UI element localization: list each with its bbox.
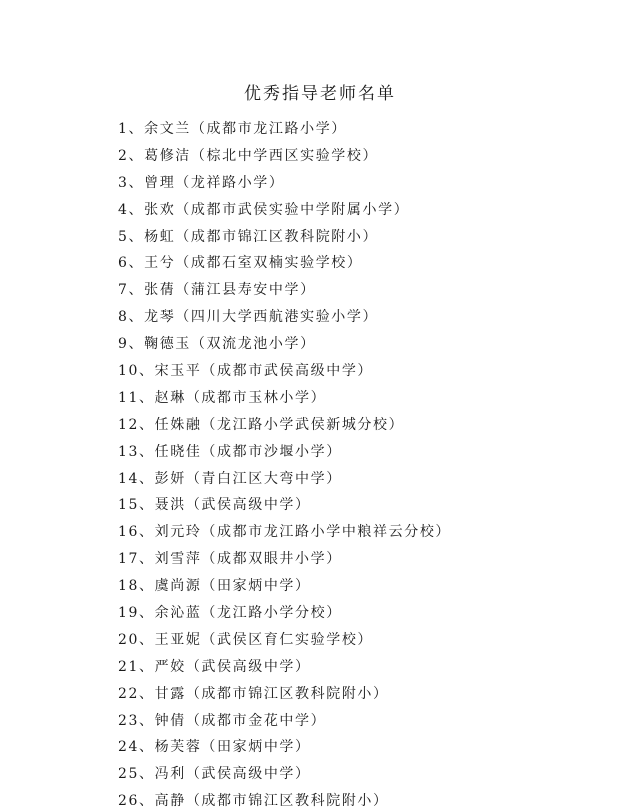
list-item: 17、刘雪萍（成都双眼井小学） <box>118 551 342 568</box>
list-item: 8、龙琴（四川大学西航港实验小学） <box>118 309 379 326</box>
teacher-list <box>118 116 451 809</box>
list-item: 5、杨虹（成都市锦江区教科院附小） <box>118 228 379 245</box>
page-title: 优秀指导老师名单 <box>244 84 396 104</box>
list-item: 2、葛修洁（棕北中学西区实验学校） <box>118 147 379 164</box>
list-item: 10、宋玉平（成都市武侯高级中学） <box>118 363 374 380</box>
list-item: 25、冯利（武侯高级中学） <box>118 766 311 783</box>
list-item: 12、任姝融（龙江路小学武侯新城分校） <box>118 416 405 433</box>
list-item: 4、张欢（成都市武侯实验中学附属小学） <box>118 201 410 218</box>
list-item: 13、任晓佳（成都市沙堰小学） <box>118 443 342 460</box>
list-item: 19、余沁蓝（龙江路小学分校） <box>118 605 342 622</box>
list-item: 9、鞠德玉（双流龙池小学） <box>118 336 316 353</box>
list-item: 26、高静（成都市锦江区教科院附小） <box>118 793 389 809</box>
list-item: 23、钟倩（成都市金花中学） <box>118 712 327 729</box>
list-item: 11、赵琳（成都市玉林小学） <box>118 389 327 406</box>
list-item: 20、王亚妮（武侯区育仁实验学校） <box>118 631 374 648</box>
list-item: 14、彭妍（青白江区大弯中学） <box>118 470 342 487</box>
list-item: 15、聂洪（武侯高级中学） <box>118 497 311 514</box>
list-item: 18、虞尚源（田家炳中学） <box>118 578 311 595</box>
list-item: 6、王兮（成都石室双楠实验学校） <box>118 255 363 272</box>
list-item: 1、余文兰（成都市龙江路小学） <box>118 121 347 137</box>
list-item: 22、甘露（成都市锦江区教科院附小） <box>118 685 389 702</box>
list-item: 16、刘元玲（成都市龙江路小学中粮祥云分校） <box>118 524 452 541</box>
list-item: 24、杨芙蓉（田家炳中学） <box>118 739 311 756</box>
list-item: 7、张蒨（蒲江县寿安中学） <box>118 282 316 299</box>
list-item: 21、严姣（武侯高级中学） <box>118 658 311 675</box>
list-item: 3、曾理（龙祥路小学） <box>118 174 285 191</box>
